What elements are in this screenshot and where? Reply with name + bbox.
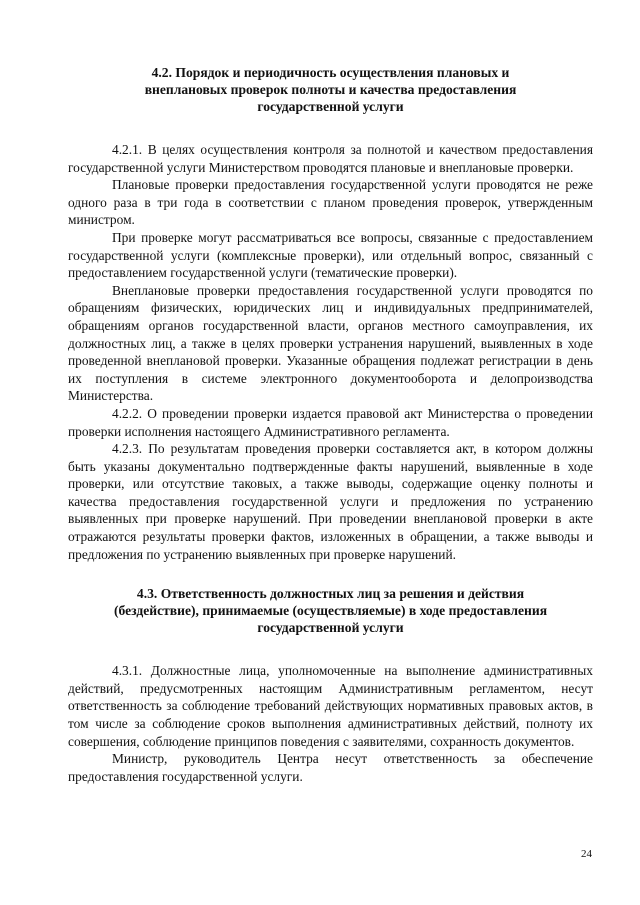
- section-4-3-heading: [68, 585, 593, 636]
- section-4-3-body: [68, 662, 593, 785]
- paragraph-unscheduled-checks: Внеплановые проверки предоставления государственной услуги проводятся по обращениям физических, юридических лиц и индивидуальных предпринимателей, обращениям органов государственной власти, органов местного самоуправления, их должностных лиц, а также в целях проверки устранения нарушений, выявленных в ходе проведенной внеплановой проверки. Указанные обращения подлежат регистрации в день их поступления в системе электронного документооборота и делопроизводства Министерства.: [68, 282, 593, 404]
- heading-line: (бездействие), принимаемые (осуществляемые) в ходе предоставления: [113, 603, 548, 619]
- paragraph-check-scope: При проверке могут рассматриваться все вопросы, связанные с предоставлением государственной услуги (комплексные проверки), или отдельный вопрос, связанный с предоставлением государственной услуги (тематические проверки).: [68, 229, 593, 281]
- section-4-2-heading: [68, 64, 593, 115]
- paragraph-4-2-2: 4.2.2. О проведении проверки издается правовой акт Министерства о проведении проверки исполнения настоящего Административного регламента.: [68, 405, 593, 439]
- heading-line: государственной услуги: [257, 620, 404, 636]
- heading-line: внеплановых проверок полноты и качества предоставления: [144, 82, 517, 97]
- paragraph-4-3-1: 4.3.1. Должностные лица, уполномоченные на выполнение административных действий, предусмотренных настоящим Административным регламентом, несут ответственность за соблюдение требований действующих нормативных правовых актов, в том числе за соблюдение сроков выполнения административных действий, полноту их совершения, соблюдение принципов поведения с заявителями, сохранность документов.: [68, 663, 593, 749]
- heading-line: 4.2. Порядок и периодичность осуществления плановых и: [151, 65, 510, 80]
- page-number: 24: [581, 848, 592, 860]
- section-4-2-body: [68, 141, 593, 563]
- paragraph-4-2-1: 4.2.1. В целях осуществления контроля за полнотой и качеством предоставления государственной услуги Министерством проводятся плановые и внеплановые проверки.: [68, 142, 593, 175]
- spacer: [68, 115, 593, 141]
- spacer: [68, 636, 593, 662]
- paragraph-minister-responsibility: Министр, руководитель Центра несут ответственность за обеспечение предоставления государственной услуги.: [68, 751, 593, 784]
- paragraph-4-2-3: 4.2.3. По результатам проведения проверки составляется акт, в котором должны быть указаны документально подтвержденные факты нарушений, выявленные в ходе проверки, или отсутствие таковых, а также выводы, содержащие оценку полноты и качества предоставления государственной услуги и предложения по устранению выявленных при проверке нарушений. При проведении внеплановой проверки в акте отражаются результаты проверки фактов, изложенных в обращении, а также выводы и предложения по устранению выявленных при проверке нарушений.: [68, 441, 593, 562]
- heading-line: государственной услуги: [257, 99, 404, 114]
- spacer: [68, 563, 593, 585]
- heading-line: 4.3. Ответственность должностных лиц за решения и действия: [136, 586, 525, 602]
- page-content: [68, 64, 593, 785]
- paragraph-planned-checks: Плановые проверки предоставления государственной услуги проводятся не реже одного раза в три года в соответствии с планом проведения проверок, утвержденным министром.: [68, 177, 593, 228]
